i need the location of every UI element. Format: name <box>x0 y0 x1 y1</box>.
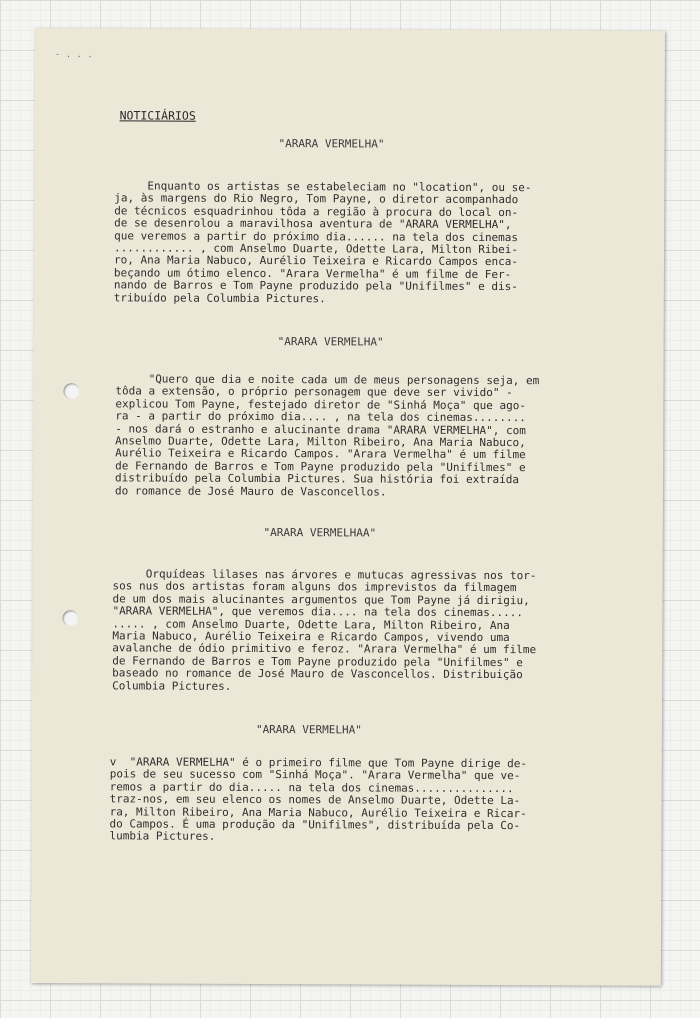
section-title: "ARARA VERMELHAA" <box>263 526 377 540</box>
section-body: Orquídeas lilases nas árvores e mutucas agressivas nos tor- sos nus dos artistas foram alguns dos imprevistos da filmagem de um dos mais alucinantes argumentos que Tom Payne já dirigiu, "ARARA VERMELHA", que veremos dia.... na tela dos cinemas..... ..... , com Anselmo Duarte, Odette Lara, Milton Ribeiro, Ana Maria Nabuco, Aurélio Teixeira e Ricardo Campos, vivendo uma avalanche de ódio primitivo e feroz. "Arara Vermelha" é um filme de Fernando de Barros e Tom Payne produzido pela "Unifilmes" e baseado no romance de José Mauro de Vasconcellos. Distribuição Columbia Pictures. <box>112 567 537 693</box>
section-title: "ARARA VERMELHA" <box>278 137 385 151</box>
punch-hole <box>62 610 78 626</box>
punch-hole <box>63 383 79 399</box>
document-page <box>31 28 665 986</box>
section-body: Enquanto os artistas se estabeleciam no "location", ou se- ja, às margens do Rio Negro, Tom Payne, o diretor acompanhado de técnicos esquadrinhou tôda a região à procura do local on- de se desenrolou a maravilhosa aventura de "ARARA VERMELHA", que veremos a partir do próximo dia...... na tela dos cinemas ............ , com Anselmo Duarte, Odette Lara, Milton Ribei- ro, Ana Maria Nabuco, Aurélio Teixeira e Ricardo Campos enca- beçando um ótimo elenco. "Arara Vermelha" é um filme de Fer- nando de Barros e Tom Payne produzido pela "Unifilmes" e dis- tribuído pela Columbia Pictures. <box>113 179 532 305</box>
section-title: "ARARA VERMELHA" <box>255 722 362 737</box>
corner-mark: - . . . <box>54 50 93 61</box>
page-heading: NOTICIÁRIOS <box>119 108 196 123</box>
section-body: "Quero que dia e noite cada um de meus personagens seja, em tôda a extensão, o próprio personagem que deve ser vivido" - explicou Tom Payne, festejado diretor de "Sinhá Moça" que ago- ra - a partir do próximo dia.... , na tela dos cinemas........ - nos dará o estranho e alucinante drama "ARARA VERMELHA", com Anselmo Duarte, Odette Lara, Milton Ribeiro, Ana Maria Nabuco, Aurélio Teixeira e Ricardo Campos. "Arara Vermelha" é um filme de Fernando de Barros e Tom Payne produzido pela "Unifilmes" e distribuído pela Columbia Pictures. Sua história foi extraída do romance de José Mauro de Vasconcellos. <box>114 372 540 499</box>
section-body: v "ARARA VERMELHA" é o primeiro filme que Tom Payne dirige de- pois de seu sucesso com "Sinhá Moça". "Arara Vermelha" que ve- remos a partir do dia..... na tela dos cinemas............... traz-nos, em seu elenco os nomes de Anselmo Duarte, Odette La- ra, Milton Ribeiro, Ana Maria Nabuco, Aurélio Teixeira e Ricar- do Campos. É uma produção da "Unifilmes", distribuída pela Co- lumbia Pictures. <box>109 755 528 844</box>
section-title: "ARARA VERMELHA" <box>277 335 384 349</box>
